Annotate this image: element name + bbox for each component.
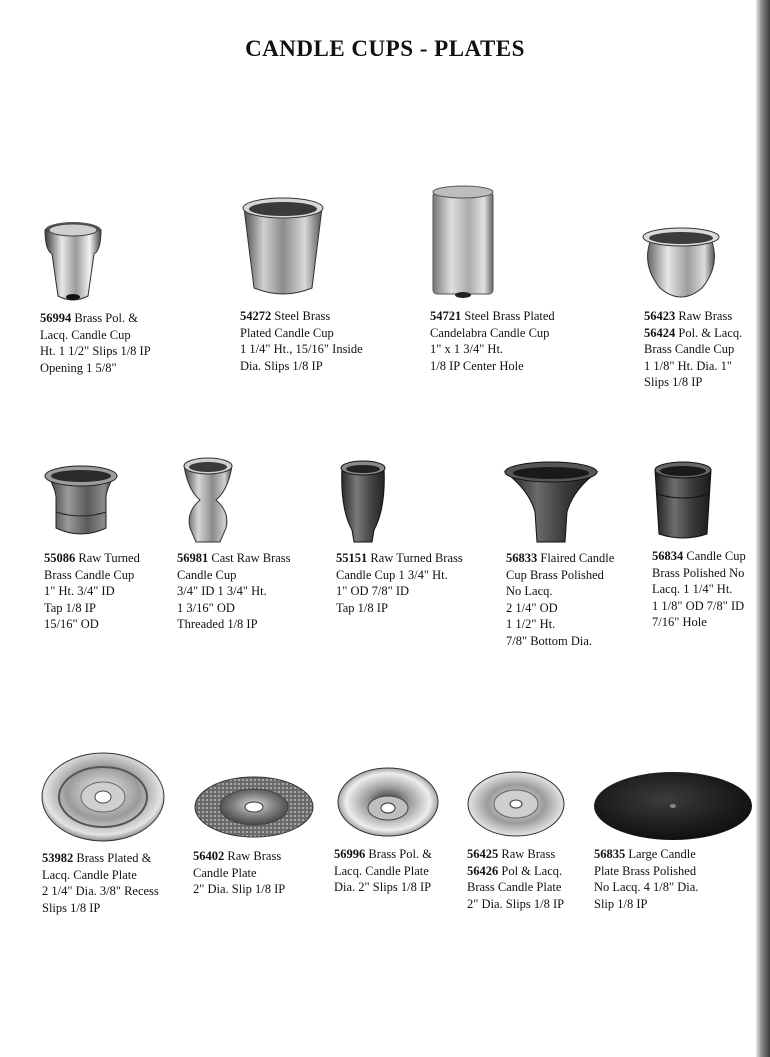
product-sku: 56423 <box>644 309 676 323</box>
caption-line: Raw Brass <box>501 847 556 861</box>
caption-line: Lacq. Candle Plate <box>334 863 429 878</box>
product-caption-56833 <box>506 550 614 649</box>
product-caption-56996 <box>334 846 432 896</box>
caption-line: Candle Cup 1 3/4" Ht. <box>336 567 448 582</box>
candle-cup-54272-image <box>240 196 326 304</box>
product-caption-54272 <box>240 308 363 374</box>
caption-line: Steel Brass Plated <box>464 309 555 323</box>
caption-line: 2 1/4" Dia. 3/8" Recess <box>42 884 159 898</box>
caption-line: 2" Dia. Slips 1/8 IP <box>467 896 565 911</box>
caption-line: Raw Brass <box>227 849 282 863</box>
product-caption-56425-56426 <box>467 846 564 912</box>
candle-cup-56833-image <box>503 460 599 548</box>
caption-line: Slips 1/8 IP <box>644 375 703 389</box>
product-sku: 56402 <box>193 849 225 863</box>
caption-line: Opening 1 5/8" <box>40 360 117 375</box>
candle-cup-56981-image <box>178 456 238 548</box>
caption-line: Slips 1/8 IP <box>42 900 101 915</box>
product-sku: 56425 <box>467 847 499 861</box>
caption-line: Lacq. Candle Cup <box>40 327 131 342</box>
caption-line: Brass Polished No <box>652 565 745 580</box>
product-sku: 56833 <box>506 551 538 565</box>
caption-line: Dia. Slips 1/8 IP <box>240 358 323 373</box>
caption-line: Pol & Lacq. <box>501 863 563 878</box>
caption-line: Lacq. Candle Plate <box>42 867 137 882</box>
product-caption-55151 <box>336 550 463 616</box>
product-caption-56994 <box>40 310 151 376</box>
product-sku: 56981 <box>177 551 209 565</box>
caption-line: Brass Pol. & <box>74 311 138 325</box>
product-sku: 56424 <box>644 325 676 340</box>
candle-cup-56834-image <box>651 460 715 542</box>
caption-line: Dia. 2" Slips 1/8 IP <box>334 880 432 894</box>
caption-line: Raw Brass <box>678 309 733 323</box>
caption-line: Candelabra Candle Cup <box>430 325 550 340</box>
caption-line: 15/16" OD <box>44 617 99 631</box>
caption-line: 1/8 IP Center Hole <box>430 358 524 373</box>
caption-line: 1" Ht. 3/4" ID <box>44 584 115 598</box>
candle-cup-55151-image <box>336 458 390 546</box>
product-sku: 55151 <box>336 551 368 565</box>
caption-line: Threaded 1/8 IP <box>177 617 258 631</box>
caption-line: Candle Plate <box>193 865 257 880</box>
product-caption-56835 <box>594 846 698 912</box>
caption-line: 1 1/4" Ht., 15/16" Inside <box>240 342 363 356</box>
caption-line: 1 1/8" Ht. Dia. 1" <box>644 358 732 373</box>
caption-line: 2" Dia. Slip 1/8 IP <box>193 882 286 896</box>
candle-cup-56994-image <box>40 220 106 306</box>
product-caption-56981 <box>177 550 291 633</box>
caption-line: Steel Brass <box>274 309 331 323</box>
candle-cup-55086-image <box>42 464 120 544</box>
caption-line: 1 3/16" OD <box>177 600 235 615</box>
product-caption-56834 <box>652 548 746 631</box>
caption-line: Large Candle <box>628 847 696 861</box>
caption-line: 1" x 1 3/4" Ht. <box>430 342 504 356</box>
caption-line: Plate Brass Polished <box>594 863 697 878</box>
candle-plate-53982-image <box>40 750 166 844</box>
caption-line: 1 1/2" Ht. <box>506 617 556 631</box>
caption-line: Raw Turned <box>78 551 140 565</box>
caption-line: 1 1/8" OD 7/8" ID <box>652 598 745 613</box>
product-sku: 55086 <box>44 551 76 565</box>
caption-line: Tap 1/8 IP <box>336 600 388 615</box>
caption-line: Cup Brass Polished <box>506 567 604 582</box>
product-caption-55086 <box>44 550 140 633</box>
page-binding-edge <box>756 0 770 1057</box>
caption-line: Raw Turned Brass <box>370 551 463 565</box>
product-caption-56402 <box>193 848 285 898</box>
caption-line: 7/8" Bottom Dia. <box>506 633 593 648</box>
caption-line: Cast Raw Brass <box>211 551 291 565</box>
caption-line: Plated Candle Cup <box>240 325 334 340</box>
caption-line: No Lacq. <box>506 584 553 598</box>
product-sku: 54272 <box>240 309 272 323</box>
caption-line: 7/16" Hole <box>652 615 707 629</box>
product-sku: 56994 <box>40 311 72 325</box>
product-sku: 54721 <box>430 309 462 323</box>
caption-line: Tap 1/8 IP <box>44 600 96 615</box>
caption-line: Brass Pol. & <box>368 847 432 861</box>
product-caption-53982 <box>42 850 159 916</box>
caption-line: 2 1/4" OD <box>506 600 558 615</box>
caption-line: Flaired Candle <box>540 551 615 565</box>
caption-line: Brass Candle Cup <box>644 342 735 356</box>
product-sku: 56426 <box>467 863 499 878</box>
caption-line: Candle Cup <box>177 567 237 582</box>
product-sku: 56835 <box>594 847 626 861</box>
product-sku: 56834 <box>652 549 684 563</box>
caption-line: Pol. & Lacq. <box>678 325 743 340</box>
caption-line: Slip 1/8 IP <box>594 896 648 911</box>
candle-plate-56425-image <box>466 768 566 840</box>
caption-line: Candle Cup <box>686 549 746 563</box>
candle-plate-56835-image <box>592 770 754 842</box>
caption-line: Lacq. 1 1/4" Ht. <box>652 582 733 596</box>
caption-line: 1" OD 7/8" ID <box>336 584 410 598</box>
caption-line: Ht. 1 1/2" Slips 1/8 IP <box>40 344 151 358</box>
page-title: CANDLE CUPS - PLATES <box>245 36 525 61</box>
candle-cup-56423-image <box>640 226 722 304</box>
caption-line: 3/4" ID 1 3/4" Ht. <box>177 584 267 598</box>
product-sku: 56996 <box>334 847 366 861</box>
product-caption-54721 <box>430 308 555 374</box>
caption-line: Brass Candle Plate <box>467 880 562 894</box>
caption-line: Brass Plated & <box>76 851 152 865</box>
candle-plate-56996-image <box>336 764 440 840</box>
candle-cup-54721-image <box>430 184 496 304</box>
candle-plate-56402-image <box>193 774 315 840</box>
product-sku: 53982 <box>42 851 74 865</box>
caption-line: No Lacq. 4 1/8" Dia. <box>594 880 699 894</box>
product-caption-56423-56424 <box>644 308 742 391</box>
caption-line: Brass Candle Cup <box>44 567 135 582</box>
